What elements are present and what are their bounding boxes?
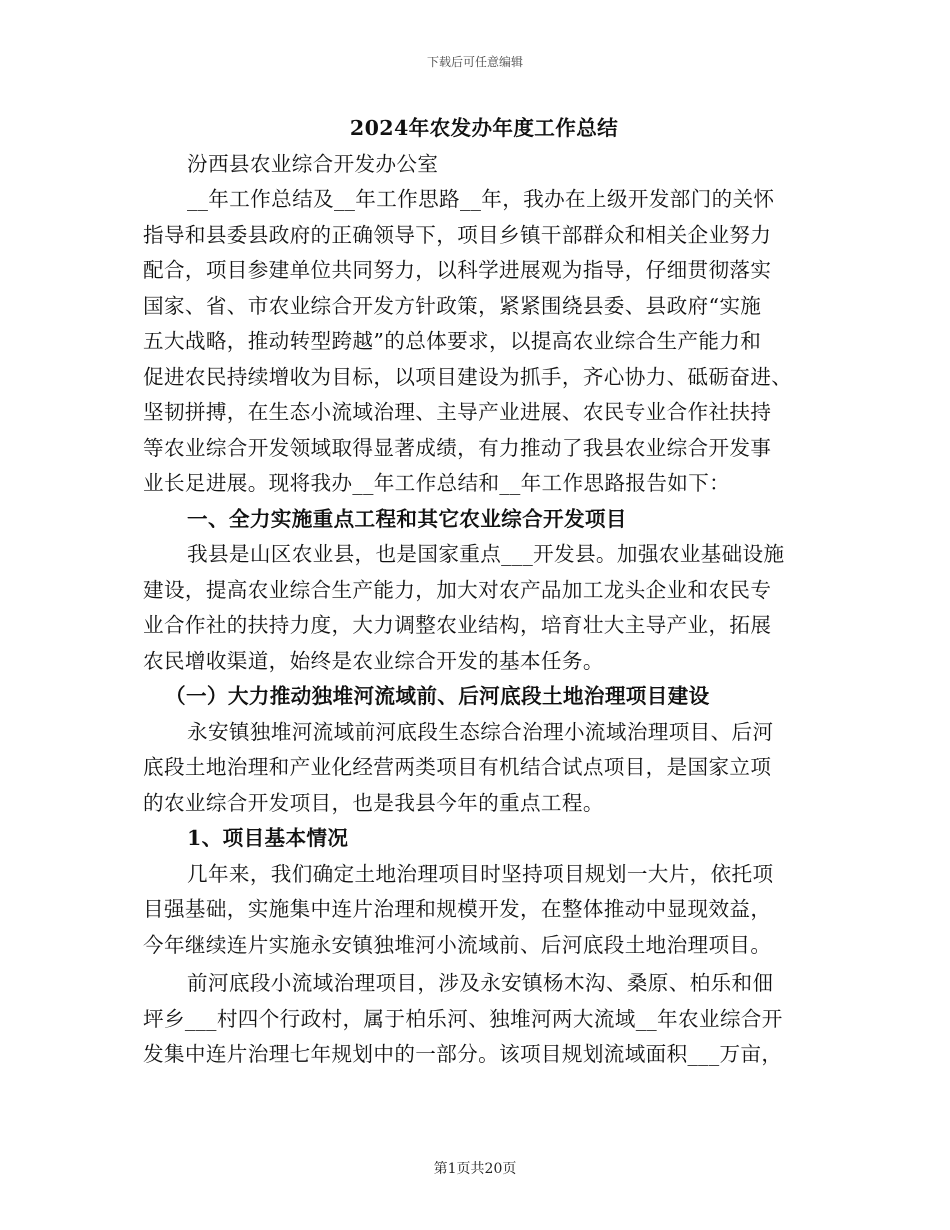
paragraph-line: 前河底段小流域治理项目，涉及永安镇杨木沟、桑原、柏乐和佃 (187, 971, 774, 995)
paragraph-line: 五大战略，推动转型跨越”的总体要求，以提高农业综合生产能力和 (143, 329, 762, 353)
paragraph-line: 农民增收渠道，始终是农业综合开发的基本任务。 (143, 648, 604, 673)
paragraph-line: 底段土地治理和产业化经营两类项目有机结合试点项目，是国家立项 (143, 755, 772, 779)
paragraph-line: 坪乡___村四个行政村，属于柏乐河、独堆河两大流域__年农业综合开 (143, 1006, 783, 1031)
paragraph-line: 我县是山区农业县，也是国家重点___开发县。加强农业基础设施 (187, 542, 785, 566)
paragraph-line: 业合作社的扶持力度，大力调整农业结构，培育壮大主导产业，拓展 (143, 613, 772, 637)
section-heading: （一）大力推动独堆河流域前、后河底段土地治理项目建设 (165, 684, 710, 708)
paragraph-line: 配合，项目参建单位共同努力，以科学进展观为指导，仔细贯彻落实 (143, 258, 772, 282)
page-number: 第1页共20页 (433, 1161, 517, 1177)
paragraph-line: 目强基础，实施集中连片治理和规模开发，在整体推动中显现效益， (143, 897, 772, 921)
paragraph-line: 坚韧拼搏，在生态小流域治理、主导产业进展、农民专业合作社扶持 (143, 400, 772, 424)
section-heading: 一、全力实施重点工程和其它农业综合开发项目 (187, 506, 627, 531)
paragraph-line: 今年继续连片实施永安镇独堆河小流域前、后河底段土地治理项目。 (143, 932, 772, 957)
paragraph-line: __年工作总结及__年工作思路__年，我办在上级开发部门的关怀 (187, 187, 775, 211)
paragraph-line: 的农业综合开发项目，也是我县今年的重点工程。 (143, 790, 604, 815)
organization-name: 汾西县农业综合开发办公室 (187, 151, 439, 176)
paragraph-lines (143, 182, 803, 1073)
document-body (143, 111, 803, 1073)
paragraph-line: 永安镇独堆河流域前河底段生态综合治理小流域治理项目、后河 (187, 719, 774, 744)
section-heading: 1、项目基本情况 (187, 826, 349, 850)
document-title: 2024年农发办年度工作总结 (349, 116, 619, 140)
paragraph-line: 等农业综合开发领域取得显著成绩，有力推动了我县农业综合开发事 (143, 435, 772, 460)
paragraph-line: 促进农民持续增收为目标，以项目建设为抓手，齐心协力、砥砺奋进、 (143, 364, 793, 389)
page-header-note: 下载后可任意编辑 (426, 55, 523, 69)
paragraph-line: 国家、省、市农业综合开发方针政策，紧紧围绕县委、县政府“实施 (143, 293, 762, 318)
paragraph-line: 发集中连片治理七年规划中的一部分。该项目规划流域面积___万亩， (143, 1042, 783, 1066)
paragraph-line: 建设，提高农业综合生产能力，加大对农产品加工龙头企业和农民专 (143, 577, 772, 602)
paragraph-line: 业长足进展。现将我办__年工作总结和__年工作思路报告如下： (143, 471, 731, 495)
paragraph-line: 指导和县委县政府的正确领导下，项目乡镇干部群众和相关企业努力 (143, 222, 772, 247)
paragraph-line: 几年来，我们确定土地治理项目时坚持项目规划一大片，依托项 (187, 861, 774, 886)
